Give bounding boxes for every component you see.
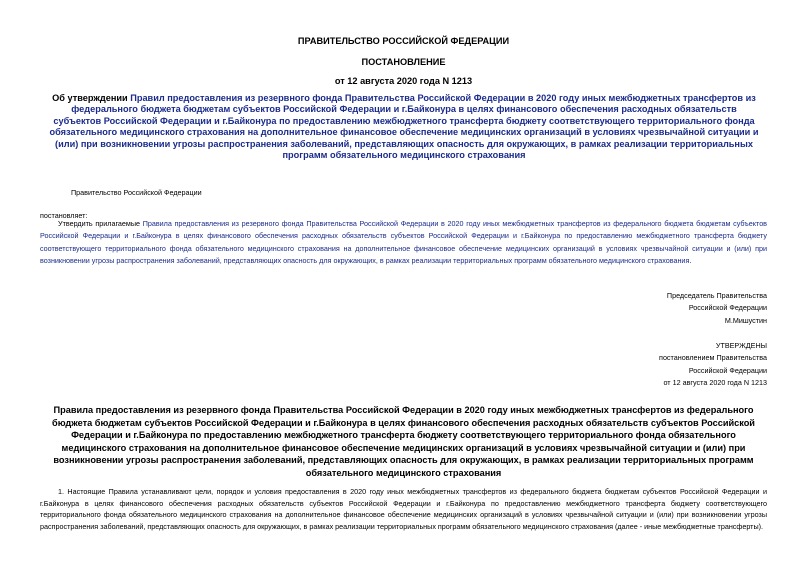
approved-country: Российской Федерации	[688, 365, 767, 375]
title-rules-link[interactable]: Правил предоставления из резервного фонда Правительства Российской Федерации в 2020 году иных межбюджетных трансфертов из федерального бюджета бюджетам субъектов Российской Федерации и г.Байконура в целях финансового обеспечения расходных обязательств субъектов Российской Федерации и г.Байконура по предоставлению межбюджетного трансферта бюджету соответствующего территориального фонда обязательного медицинского страхования на дополнительное финансовое обеспечение медицинских организаций в условиях чрезвычайной ситуации и (или) при возникновении угрозы распространения заболеваний, представляющих опасность для окружающих, в рамках реализации территориальных программ обязательного медицинского страхования	[49, 93, 759, 161]
signature-country: Российской Федерации	[688, 303, 767, 313]
approval-paragraph	[40, 218, 767, 268]
rules-item-1: 1. Настоящие Правила устанавливают цели, порядок и условия предоставления в 2020 году иных межбюджетных трансфертов из федерального бюджета бюджетам субъектов Российской Федерации и г.Байконура в целях финансового обеспечения расходных обязательств субъектов Российской Федерации и г.Байконура по предоставлению межбюджетного трансферта бюджету соответствующего территориального фонда обязательного медицинского страхования на дополнительное финансовое обеспечение медицинских организаций в условиях чрезвычайной ситуации и (или) при возникновении угрозы распространения заболеваний, представляющих опасность для окружающих, в рамках реализации территориальных программ обязательного медицинского страхования (далее - иные межбюджетные трансферты).	[40, 487, 767, 531]
signature-name: М.Мишустин	[724, 315, 767, 325]
approved-by: постановлением Правительства	[659, 353, 767, 363]
document-title	[48, 93, 760, 161]
preamble-resolves: постановляет:	[40, 211, 88, 220]
preamble-government: Правительство Российской Федерации	[71, 188, 202, 197]
approved-date: от 12 августа 2020 года N 1213	[663, 377, 767, 387]
signature-block	[667, 290, 767, 327]
approval-stamp	[659, 340, 767, 389]
approval-rules-link[interactable]: Правила предоставления из резервного фонда Правительства Российской Федерации в 2020 году иных межбюджетных трансфертов из федерального бюджета бюджетам субъектов Российской Федерации и г.Байконура в целях финансового обеспечения расходных обязательств субъектов Российской Федерации и г.Байконура по предоставлению межбюджетного трансферта бюджету соответствующего территориального фонда обязательного медицинского страхования на дополнительное финансовое обеспечение медицинских организаций в условиях чрезвычайной ситуации и (или) при возникновении угрозы распространения заболеваний, представляющих опасность для окружающих, в рамках реализации территориальных программ обязательного медицинского страхования	[40, 219, 768, 266]
document-date-number: от 12 августа 2020 года N 1213	[334, 76, 473, 86]
government-header: ПРАВИТЕЛЬСТВО РОССИЙСКОЙ ФЕДЕРАЦИИ	[297, 36, 510, 46]
document-type: ПОСТАНОВЛЕНИЕ	[361, 57, 446, 67]
approved-label: УТВЕРЖДЕНЫ	[715, 341, 767, 350]
title-prefix: Об утверждении	[52, 93, 131, 103]
approval-prefix: Утвердить прилагаемые	[58, 219, 143, 228]
signature-position: Председатель Правительства	[666, 291, 767, 300]
rules-title: Правила предоставления из резервного фонда Правительства Российской Федерации в 2020 году иных межбюджетных трансфертов из федерального бюджета бюджетам субъектов Российской Федерации и г.Байконура в целях финансового обеспечения расходных обязательств субъектов Российской Федерации и г.Байконура по предоставлению межбюджетного трансферта бюджету соответствующего территориального фонда обязательного медицинского страхования на дополнительное финансовое обеспечение медицинских организаций в условиях чрезвычайной ситуации и (или) при возникновении угрозы распространения заболеваний, представляющих опасность для окружающих, в рамках реализации территориальных программ обязательного медицинского страхования	[52, 405, 755, 478]
approval-suffix: .	[689, 256, 692, 266]
